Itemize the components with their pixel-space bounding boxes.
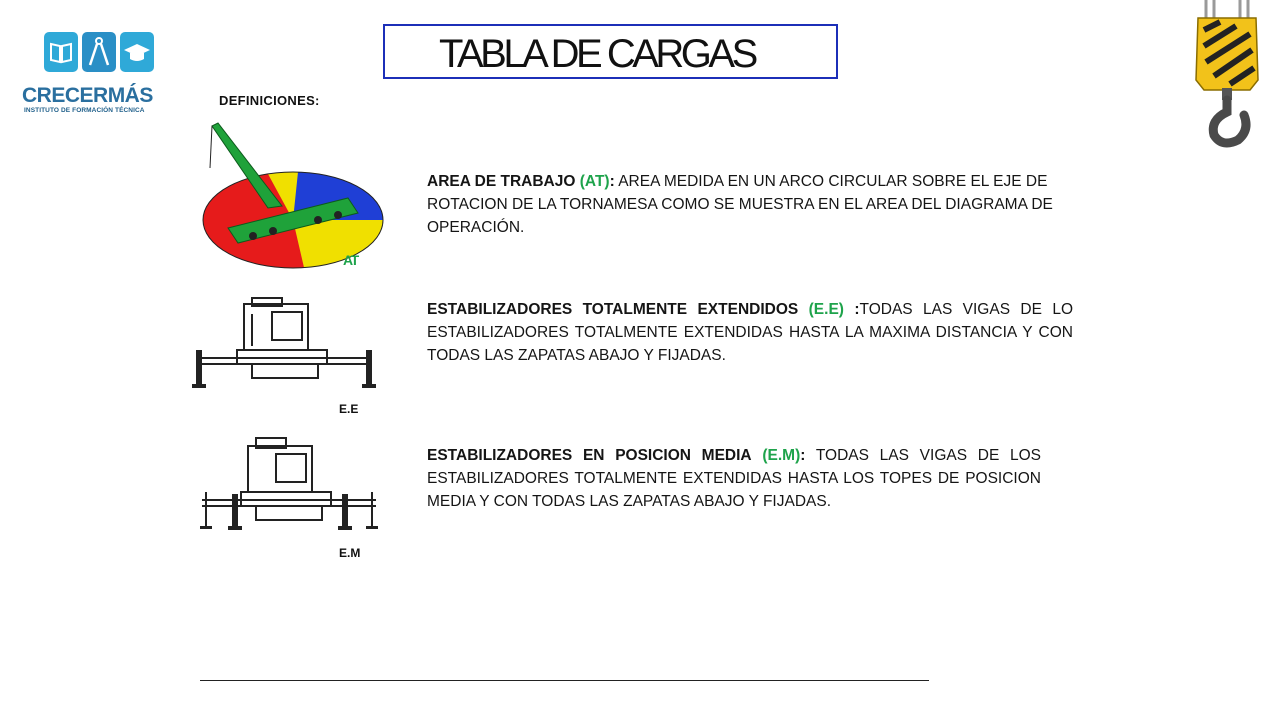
logo-subtitle: INSTITUTO DE FORMACIÓN TÉCNICA bbox=[24, 107, 145, 114]
institute-logo bbox=[22, 22, 182, 117]
definition-outriggers-extended: ESTABILIZADORES TOTALMENTE EXTENDIDOS (E.E) :TODAS LAS VIGAS DE LO ESTABILIZADORES TOTALMENTE EXTENDIDAS HASTA LA MAXIMA DISTANCIA Y CON TODAS LAS ZAPATAS ABAJO Y FIJADAS. bbox=[427, 301, 1074, 364]
page-title: TABLA DE CARGAS bbox=[439, 32, 755, 76]
footer-divider bbox=[200, 680, 929, 681]
definition-work-area: AREA DE TRABAJO (AT): AREA MEDIDA EN UN ARCO CIRCULAR SOBRE EL EJE DE ROTACION DE LA TORNAMESA COMO SE MUESTRA EN EL AREA DEL DIAGRAMA DE OPERACIÓN. bbox=[427, 173, 1053, 236]
outriggers-mid-diagram bbox=[196, 436, 382, 534]
title-box bbox=[383, 24, 838, 79]
logo-cap-icon bbox=[120, 32, 154, 72]
definition-outriggers-mid: ESTABILIZADORES EN POSICION MEDIA (E.M): TODAS LAS VIGAS DE LOS ESTABILIZADORES TOTALMENTE EXTENDIDAS HASTA LOS TOPES DE POSICION MEDIA Y CON TODAS LAS ZAPATAS ABAJO Y FIJADAS. bbox=[427, 447, 1042, 510]
definitions-heading: DEFINICIONES: bbox=[219, 93, 320, 108]
outriggers-extended-diagram bbox=[192, 296, 378, 391]
outriggers-mid-label: E.M bbox=[339, 546, 361, 560]
logo-name: CRECERMÁS bbox=[22, 84, 153, 107]
outriggers-extended-label: E.E bbox=[339, 402, 359, 416]
work-area-diagram bbox=[198, 118, 388, 273]
logo-compass-icon bbox=[82, 32, 116, 72]
crane-hook-icon bbox=[1192, 0, 1262, 150]
logo-book-icon bbox=[44, 32, 78, 72]
work-area-label: AT bbox=[343, 252, 358, 268]
